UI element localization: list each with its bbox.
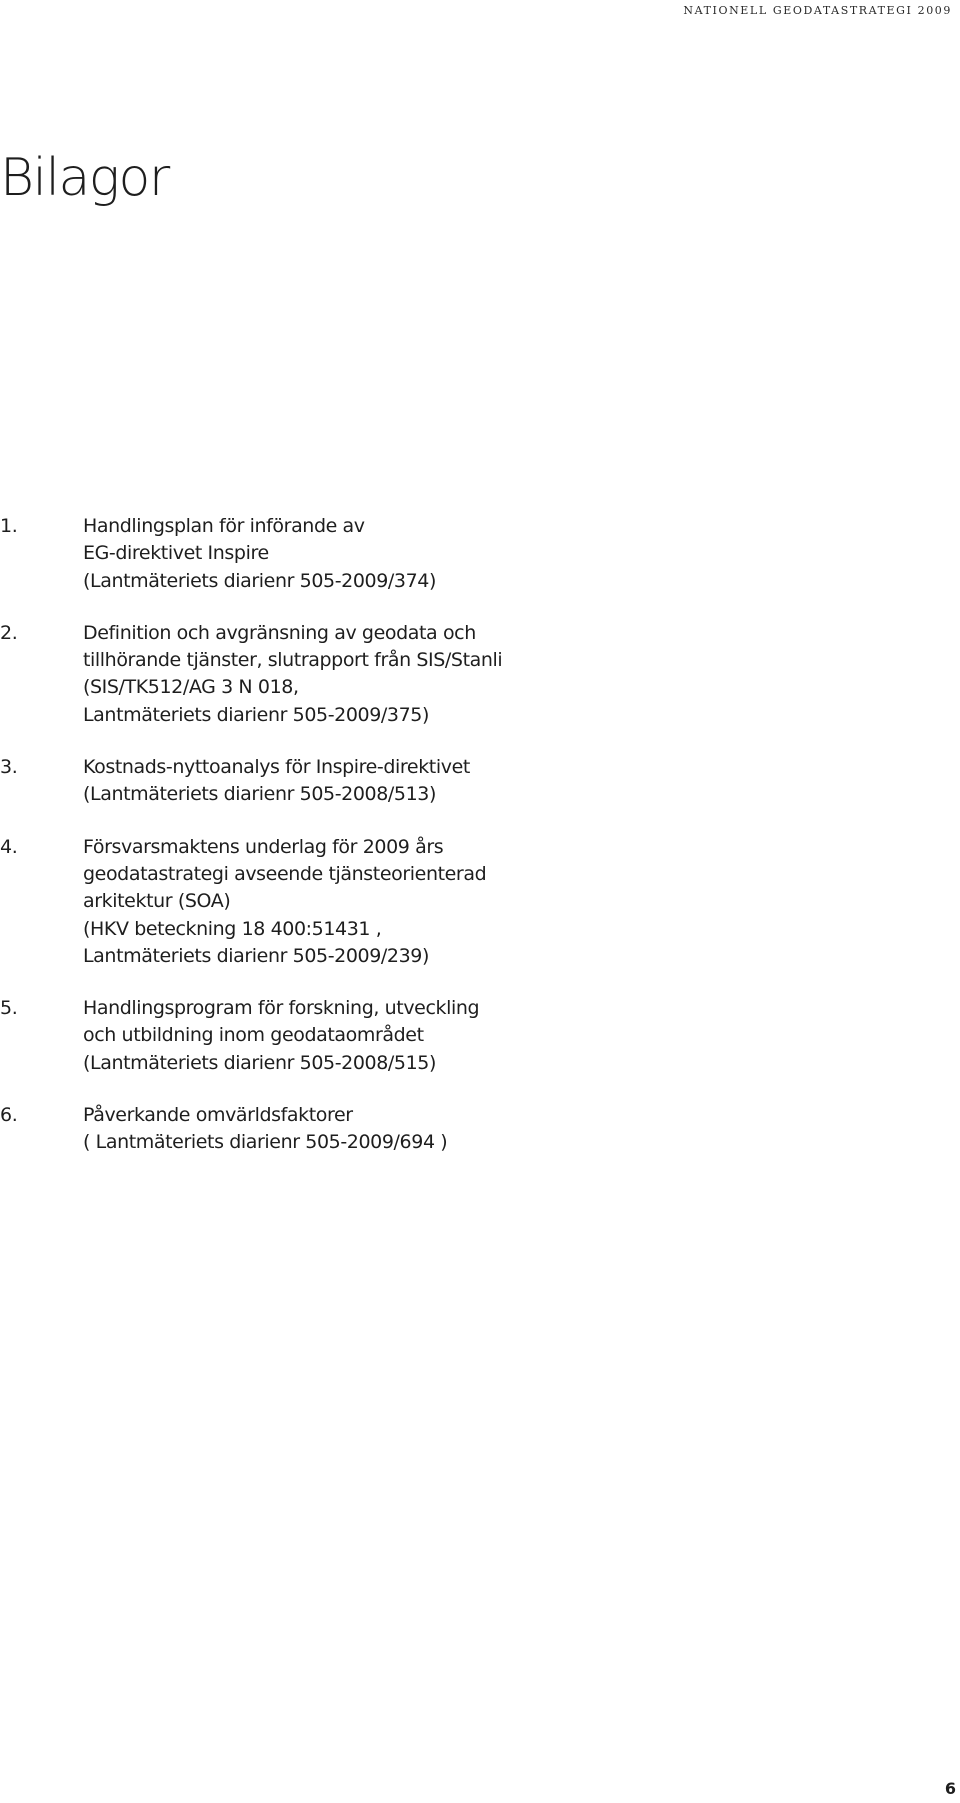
list-item-line: (Lantmäteriets diarienr 505-2008/515) [83, 1051, 437, 1074]
list-item-number: 6. [0, 1104, 18, 1127]
list-item-line: arkitektur (SOA) [83, 890, 231, 913]
list-item [0, 834, 520, 970]
list-item-line: Lantmäteriets diarienr 505-2009/239) [83, 944, 429, 967]
list-item-number: 4. [0, 835, 18, 858]
list-item-text [83, 995, 520, 1077]
list-item-number: 1. [0, 515, 18, 537]
list-item [0, 754, 520, 809]
bilagor-list [0, 513, 520, 1157]
list-item-line: geodatastrategi avseende tjänsteorienterad [83, 862, 487, 885]
page-number: 6 [944, 1779, 956, 1798]
list-item-line: (Lantmäteriets diarienr 505-2008/513) [83, 783, 437, 806]
list-item-line: Handlingsplan för införande av [83, 515, 365, 537]
list-item-line: och utbildning inom geodataområdet [83, 1024, 424, 1047]
list-item-line: Handlingsprogram för forskning, utveckling [83, 997, 480, 1020]
list-item [0, 995, 520, 1077]
list-item [0, 620, 520, 729]
list-item-text [83, 620, 520, 729]
list-item [0, 1102, 520, 1157]
list-item [0, 513, 520, 595]
list-item-line: Påverkande omvärldsfaktorer [83, 1104, 353, 1127]
running-header: NATIONELL GEODATASTRATEGI 2009 [683, 4, 952, 17]
list-item-text [83, 834, 520, 970]
list-item-number: 3. [0, 756, 18, 779]
list-item-line: Lantmäteriets diarienr 505-2009/375) [83, 703, 429, 726]
list-item-number: 2. [0, 621, 18, 644]
page-title: Bilagor [0, 148, 169, 208]
list-item-text [83, 1102, 520, 1157]
list-item-line: EG-direktivet Inspire [83, 542, 269, 565]
list-item-line: Definition och avgränsning av geodata och [83, 621, 476, 644]
list-item-line: Kostnads-nyttoanalys för Inspire-direktivet [83, 756, 470, 779]
list-item-number: 5. [0, 997, 18, 1020]
list-item-line: Försvarsmaktens underlag för 2009 års [83, 835, 444, 858]
list-item-line: tillhörande tjänster, slutrapport från SIS/Stanli [83, 649, 503, 672]
list-item-line: (Lantmäteriets diarienr 505-2009/374) [83, 569, 437, 592]
list-item-line: (HKV beteckning 18 400:51431 , [83, 917, 382, 940]
list-item-line: (SIS/TK512/AG 3 N 018, [83, 676, 299, 699]
list-item-text [83, 513, 520, 595]
list-item-line: ( Lantmäteriets diarienr 505-2009/694 ) [83, 1131, 448, 1154]
list-item-text [83, 754, 520, 809]
